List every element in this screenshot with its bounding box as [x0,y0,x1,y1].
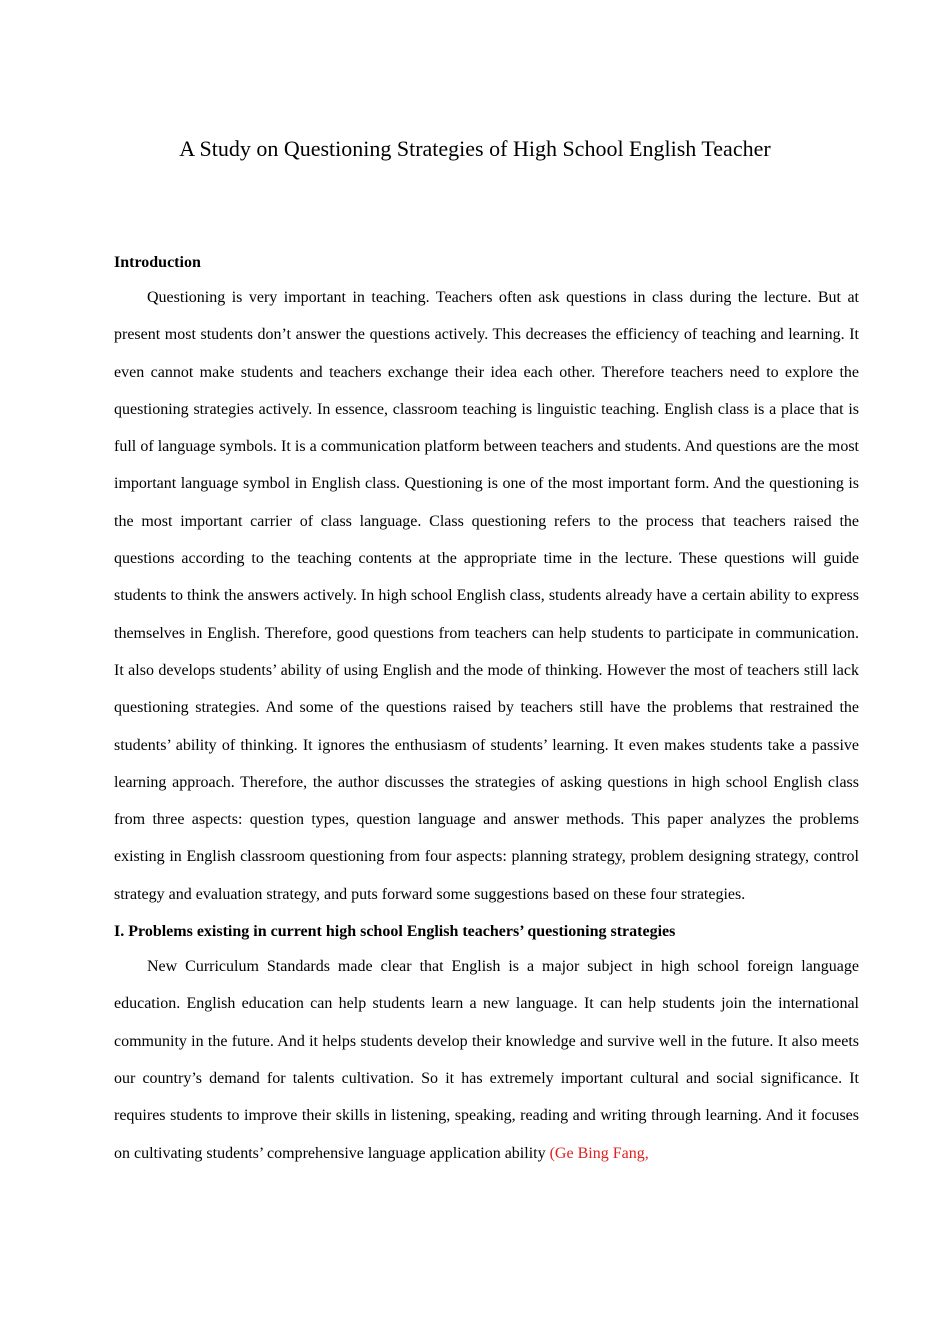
document-body [114,250,859,1172]
section-heading-problems: I. Problems existing in current high school English teachers’ questioning strategies [114,923,676,941]
introduction-paragraph: Questioning is very important in teaching. Teachers often ask questions in class during the lecture. But at present most students don’t answer the questions actively. This decreases the efficiency of teaching and learning. It even cannot make students and teachers exchange their idea each other. Therefore teachers need to explore the questioning strategies actively. In essence, classroom teaching is linguistic teaching. English class is a place that is full of language symbols. It is a communication platform between teachers and students. And questions are the most important language symbol in English class. Questioning is one of the most important form. And the questioning is the most important carrier of class language. Class questioning refers to the process that teachers raised the questions according to the teaching contents at the appropriate time in the lecture. These questions will guide students to think the answers actively. In high school English class, students already have a certain ability to express themselves in English. Therefore, good questions from teachers can help students to participate in communication. It also develops students’ ability of using English and the mode of thinking. However the most of teachers still lack questioning strategies. And some of the questions raised by teachers still have the problems that restrained the students’ ability of thinking. It ignores the enthusiasm of students’ learning. It even makes students take a passive learning approach. Therefore, the author discusses the strategies of asking questions in high school English class from three aspects: question types, question language and answer methods. This paper analyzes the problems existing in English classroom questioning from four aspects: planning strategy, problem designing strategy, control strategy and evaluation strategy, and puts forward some suggestions based on these four strategies. [114,289,859,903]
problems-paragraph [114,948,859,1172]
document-title: A Study on Questioning Strategies of High School English Teacher [179,136,771,161]
section-heading-introduction: Introduction [114,254,201,271]
citation-link: (Ge Bing Fang, [549,1144,649,1162]
problems-paragraph-text: New Curriculum Standards made clear that English is a major subject in high school foreign language education. English education can help students learn a new language. It can help students join the international community in the future. And it helps students develop their knowledge and survive well in the future. It also meets our country’s demand for talents cultivation. So it has extremely important cultural and social significance. It requires students to improve their skills in listening, speaking, reading and writing through learning. And it focuses on cultivating students’ comprehensive language application ability [114,958,859,1162]
